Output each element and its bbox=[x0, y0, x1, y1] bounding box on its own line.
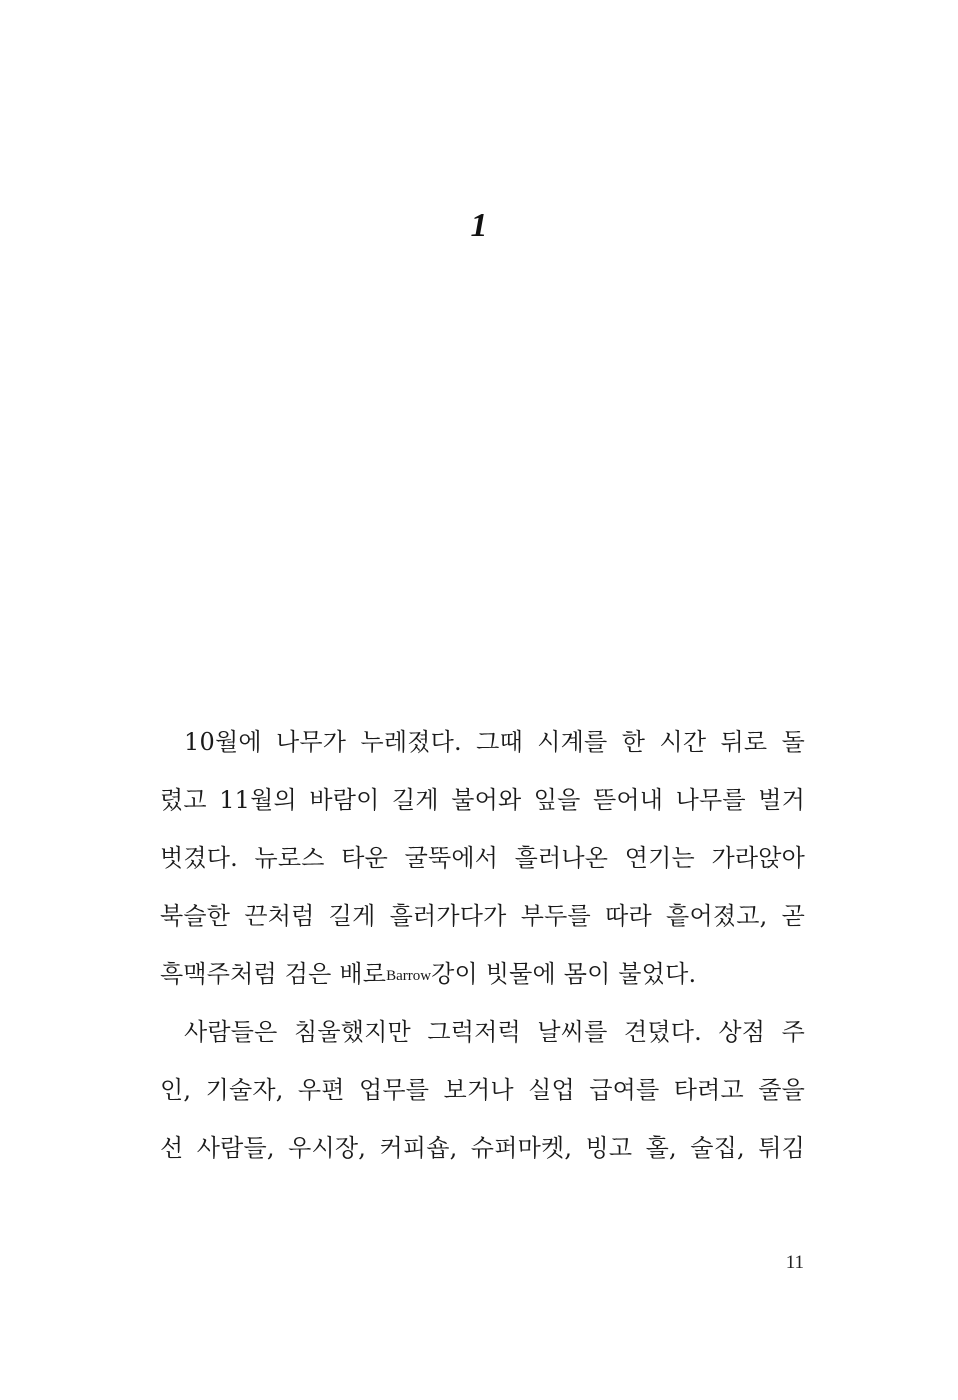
text-line: 선 사람들, 우시장, 커피숍, 슈퍼마켓, 빙고 홀, 술집, 튀김 bbox=[160, 1134, 805, 1162]
chapter-number: 1 bbox=[470, 207, 488, 244]
text-line: 렸고 11월의 바람이 길게 불어와 잎을 뜯어내 나무를 벌거 bbox=[160, 786, 805, 814]
page-number: 11 bbox=[785, 1252, 804, 1273]
paragraph-2 bbox=[160, 1003, 805, 1177]
original-term-gloss: Barrow bbox=[386, 968, 432, 984]
text-line: 벗겼다. 뉴로스 타운 굴뚝에서 흘러나온 연기는 가라앉아 bbox=[160, 844, 805, 872]
body-text bbox=[160, 713, 805, 1177]
text-line bbox=[160, 945, 805, 1003]
text-line: 사람들은 침울했지만 그럭저럭 날씨를 견뎠다. 상점 주 bbox=[184, 1018, 805, 1046]
text-line: 북슬한 끈처럼 길게 흘러가다가 부두를 따라 흩어졌고, 곧 bbox=[160, 902, 805, 930]
text-line: 인, 기술자, 우편 업무를 보거나 실업 급여를 타려고 줄을 bbox=[160, 1076, 805, 1104]
text-fragment: 강이 빗물에 몸이 불었다. bbox=[431, 960, 697, 988]
paragraph-1 bbox=[160, 713, 805, 1003]
text-fragment: 흑맥주처럼 검은 배로 bbox=[160, 960, 387, 988]
text-line: 10월에 나무가 누레졌다. 그때 시계를 한 시간 뒤로 돌 bbox=[184, 728, 805, 756]
